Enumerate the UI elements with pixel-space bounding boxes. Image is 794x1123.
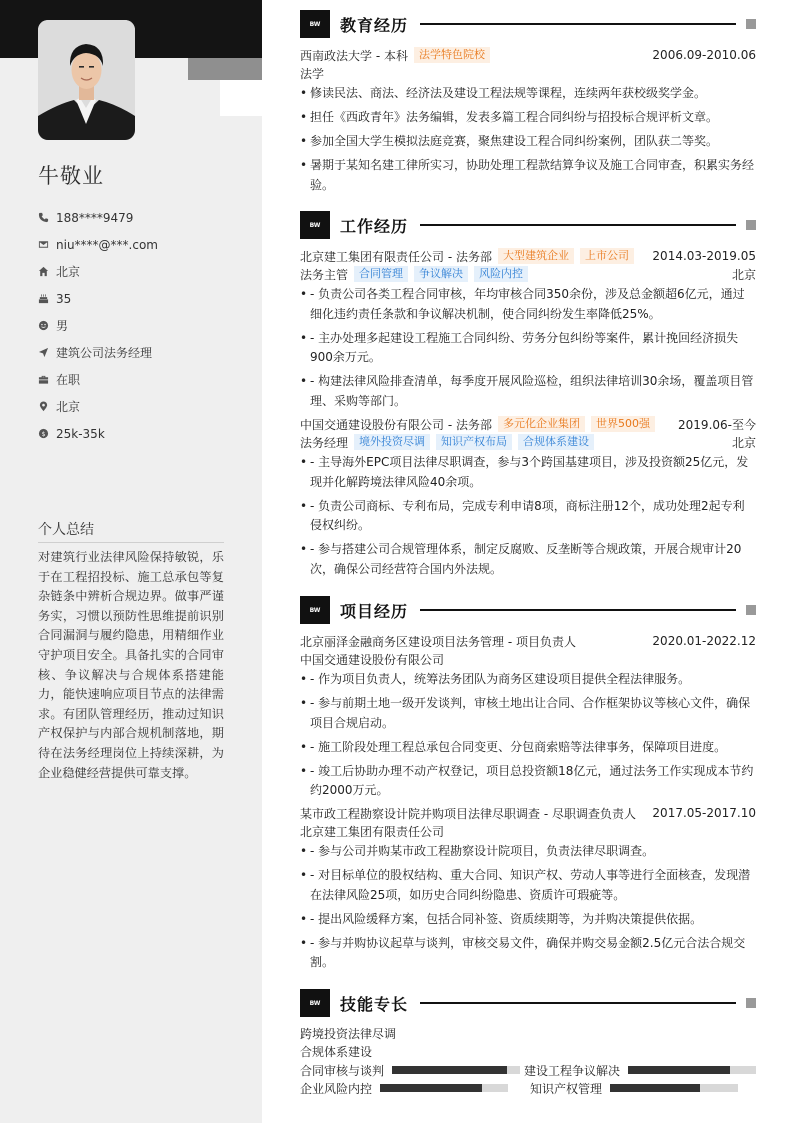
summary-text: 对建筑行业法律风险保持敏锐，乐于在工程招投标、施工总承包等复杂链条中辨析合规边界。做事严谨务实，习惯以预防性思维提前识别合同漏洞与履约隐患，用精细作业守护项目安全。具备扎实的合同审核、争议解决与合规体系搭建能力，能快速响应项目节点的法律需求。有团队管理经历，推动过知识产权保护与内部合规机制落地，期待在法务经理岗位上持续深耕，为企业稳健经营提供可靠支撑。 xyxy=(38,550,224,780)
work-city: 北京 xyxy=(731,267,756,282)
project-date: 2017.05-2017.10 xyxy=(652,806,756,820)
svg-text:$: $ xyxy=(41,429,46,438)
work-bullets xyxy=(300,453,756,579)
work-bullets xyxy=(300,285,756,411)
section-divider xyxy=(420,224,736,226)
list-item: • - 对目标单位的股权结构、重大合同、知识产权、劳动人事等进行全面核查，发现潜在法律风险25项，如历史合同纠纷隐患、资质许可瑕疵等。 xyxy=(300,866,756,905)
info-salary xyxy=(38,420,248,447)
info-email xyxy=(38,231,248,258)
location-text: 北京 xyxy=(56,265,81,279)
briefcase-icon xyxy=(38,374,49,385)
email-icon xyxy=(38,239,49,250)
list-item: • - 构建法律风险排查清单，每季度开展风险巡检，组织法律培训30余场，覆盖项目管理、采购等部门。 xyxy=(300,372,756,411)
list-item: • - 施工阶段处理工程总承包合同变更、分包商索赔等法律事务，保障项目进度。 xyxy=(300,738,756,758)
project-entry-1 xyxy=(300,632,756,805)
project-bullets xyxy=(300,670,756,801)
skill-tag: 争议解决 xyxy=(414,266,468,282)
company-tag: 多元化企业集团 xyxy=(498,416,585,432)
list-item: • - 竣工后协助办理不动产权登记，项目总投资额18亿元，通过法务工作实现成本节约约2000万元。 xyxy=(300,762,756,801)
skills-block xyxy=(300,1025,756,1097)
major: 法学 xyxy=(300,66,325,81)
section-end-marker xyxy=(746,220,756,230)
skill-bar-row xyxy=(300,1061,756,1079)
list-item: • - 参与公司并购某市政工程勘察设计院项目，负责法律尽职调查。 xyxy=(300,842,756,862)
skill-bar-label: 建设工程争议解决 xyxy=(524,1063,621,1078)
work-date: 2014.03-2019.05 xyxy=(652,249,756,263)
section-header-work xyxy=(300,211,756,239)
phone-icon xyxy=(38,212,49,223)
skill-tag: 知识产权布局 xyxy=(436,434,512,450)
skill-bar xyxy=(392,1066,520,1074)
profile-photo xyxy=(38,20,135,140)
section-header-education xyxy=(300,10,756,38)
skill-bar xyxy=(380,1084,508,1092)
contact-info-list xyxy=(38,204,248,447)
skill-bar-row xyxy=(300,1079,756,1097)
company-tag: 世界500强 xyxy=(591,416,655,432)
target-city-text: 北京 xyxy=(56,400,81,414)
education-date: 2006.09-2010.06 xyxy=(652,48,756,62)
work-date: 2019.06-至今 xyxy=(678,417,756,432)
job-role: 法务经理 xyxy=(300,435,349,450)
info-age xyxy=(38,285,248,312)
cake-icon xyxy=(38,293,49,304)
home-icon xyxy=(38,266,49,277)
project-entry-2 xyxy=(300,804,756,977)
section-divider xyxy=(420,1002,736,1004)
section-end-marker xyxy=(746,605,756,615)
section-badge: BW xyxy=(300,211,330,239)
list-item: • 参加全国大学生模拟法庭竞赛，聚焦建设工程合同纠纷案例，团队获二等奖。 xyxy=(300,132,756,152)
info-phone xyxy=(38,204,248,231)
section-header-project xyxy=(300,596,756,624)
money-icon xyxy=(38,428,49,439)
company-name: 中国交通建设股份有限公司 - 法务部 xyxy=(300,417,492,432)
work-entry-2 xyxy=(300,415,756,584)
company-tag: 大型建筑企业 xyxy=(498,248,574,264)
skill-bar-fill xyxy=(380,1084,482,1092)
skill-bar-fill xyxy=(392,1066,507,1074)
section-header-skills xyxy=(300,989,756,1017)
send-icon xyxy=(38,347,49,358)
skill-bar xyxy=(628,1066,756,1074)
work-city: 北京 xyxy=(731,435,756,450)
email-text: niu****@***.com xyxy=(56,237,158,252)
gender-text: 男 xyxy=(56,319,69,333)
education-entry xyxy=(300,46,756,200)
project-title: 北京丽泽金融商务区建设项目法务管理 - 项目负责人 xyxy=(300,634,576,649)
skill-bar-label: 知识产权管理 xyxy=(530,1081,603,1096)
skill-text-line: 合规体系建设 xyxy=(300,1045,373,1059)
summary-title: 个人总结 xyxy=(38,519,224,543)
info-status xyxy=(38,366,248,393)
project-bullets xyxy=(300,842,756,973)
project-org: 中国交通建设股份有限公司 xyxy=(300,652,445,667)
project-title: 某市政工程勘察设计院并购项目法律尽职调查 - 尽职调查负责人 xyxy=(300,806,636,821)
skill-tag: 合同管理 xyxy=(354,266,408,282)
skill-tag: 合规体系建设 xyxy=(518,434,594,450)
list-item: • - 提出风险缓释方案，包括合同补签、资质续期等，为并购决策提供依据。 xyxy=(300,910,756,930)
section-title-project: 项目经历 xyxy=(340,601,409,621)
project-date: 2020.01-2022.12 xyxy=(652,634,756,648)
list-item: • 修读民法、商法、经济法及建设工程法规等课程，连续两年获校级奖学金。 xyxy=(300,84,756,104)
info-target-city xyxy=(38,393,248,420)
list-item: • - 参与前期土地一级开发谈判，审核土地出让合同、合作框架协议等核心文件，确保项目合规启动。 xyxy=(300,694,756,733)
work-entry-1 xyxy=(300,247,756,416)
skill-bar-label: 企业风险内控 xyxy=(300,1081,373,1096)
company-name: 北京建工集团有限责任公司 - 法务部 xyxy=(300,249,492,264)
list-item: • 担任《西政青年》法务编辑，发表多篇工程合同纠纷与招投标合规评析文章。 xyxy=(300,108,756,128)
skill-bar-label: 合同审核与谈判 xyxy=(300,1063,385,1078)
section-divider xyxy=(420,609,736,611)
target-job-text: 建筑公司法务经理 xyxy=(56,346,153,360)
status-text: 在职 xyxy=(56,373,81,387)
map-pin-icon xyxy=(38,401,49,412)
section-title-education: 教育经历 xyxy=(340,15,409,35)
skill-tag: 境外投资尽调 xyxy=(354,434,430,450)
phone-text: 188****9479 xyxy=(56,210,134,225)
info-target-job xyxy=(38,339,248,366)
section-badge: BW xyxy=(300,596,330,624)
list-item: • 暑期于某知名建工律所实习，协助处理工程款结算争议及施工合同审查，积累实务经验。 xyxy=(300,156,756,195)
skill-tag: 风险内控 xyxy=(474,266,528,282)
list-item: • - 主办处理多起建设工程施工合同纠纷、劳务分包纠纷等案件，累计挽回经济损失900余万元。 xyxy=(300,329,756,368)
section-badge: BW xyxy=(300,989,330,1017)
skill-bar-fill xyxy=(610,1084,700,1092)
sidebar-accent-bar xyxy=(188,58,262,80)
info-location xyxy=(38,258,248,285)
person-face-icon xyxy=(38,320,49,331)
list-item: • - 负责公司各类工程合同审核，年均审核合同350余份，涉及总金额超6亿元，通过细化违约责任条款和争议解决机制，使合同纠纷发生率降低25%。 xyxy=(300,285,756,324)
list-item: • - 参与搭建公司合规管理体系，制定反腐败、反垄断等合规政策，开展合规审计20次，确保公司经营符合国内外法规。 xyxy=(300,540,756,579)
candidate-name: 牛敬业 xyxy=(38,164,104,188)
section-divider xyxy=(420,23,736,25)
section-title-work: 工作经历 xyxy=(340,216,409,236)
skill-text-line: 跨境投资法律尽调 xyxy=(300,1027,397,1041)
info-gender xyxy=(38,312,248,339)
education-bullets xyxy=(300,84,756,195)
section-badge: BW xyxy=(300,10,330,38)
sidebar-accent-white xyxy=(220,80,262,116)
company-tag: 上市公司 xyxy=(580,248,634,264)
job-role: 法务主管 xyxy=(300,267,349,282)
section-end-marker xyxy=(746,19,756,29)
section-title-skills: 技能专长 xyxy=(340,994,409,1014)
age-text: 35 xyxy=(56,291,72,306)
list-item: • - 参与并购协议起草与谈判，审核交易文件，确保并购交易金额2.5亿元合法合规交割。 xyxy=(300,934,756,973)
section-end-marker xyxy=(746,998,756,1008)
skill-bar-fill xyxy=(628,1066,730,1074)
project-org: 北京建工集团有限责任公司 xyxy=(300,824,445,839)
list-item: • - 负责公司商标、专利布局，完成专利申请8项，商标注册12个，成功处理2起专利侵权纠纷。 xyxy=(300,497,756,536)
salary-text: 25k-35k xyxy=(56,426,105,441)
sidebar xyxy=(0,0,262,1123)
school-tag: 法学特色院校 xyxy=(414,47,490,63)
skill-bar xyxy=(610,1084,738,1092)
list-item: • - 主导海外EPC项目法律尽职调查，参与3个跨国基建项目，涉及投资额25亿元，发现并化解跨境法律风险40余项。 xyxy=(300,453,756,492)
school-name: 西南政法大学 - 本科 xyxy=(300,48,408,63)
list-item: • - 作为项目负责人，统筹法务团队为商务区建设项目提供全程法律服务。 xyxy=(300,670,756,690)
